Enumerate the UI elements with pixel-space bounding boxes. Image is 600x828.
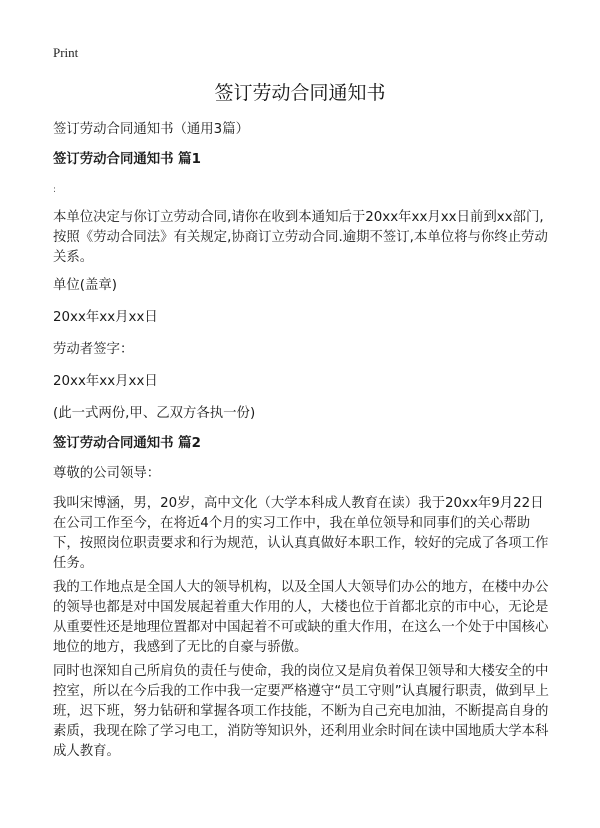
section1-body: 本单位决定与你订立劳动合同,请你在收到本通知后于20xx年xx月xx日前到xx部门,按照《劳动合同法》有关规定,协商订立劳动合同.逾期不签订,本单位将与你终止劳动关系。 [53,210,548,265]
section1-unit: 单位(盖章) [53,278,118,293]
document-title: 签订劳动合同通知书 [214,82,386,104]
section2-paragraph-3: 同时也深知自己所肩负的责任与使命，我的岗位又是肩负着保卫领导和大楼安全的中控室，所以在今后我的工作中我一定要严格遵守“员工守则”认真履行职责，做到早上班，迟下班，努力钻研和掌握各项工作技能，不断为自己充电加油，不断提高自身的素质，我现在除了学习电工，消防等知识外，还利用业余时间在读中国地质大学本科成人教育。 [53,664,549,759]
section2-paragraph-1: 我叫宋博涵，男，20岁，高中文化（大学本科成人教育在读）我于20xx年9月22日在公司工作至今，在将近4个月的实习工作中，我在单位领导和同事们的关心帮助下，按照岗位职责要求和行为规范，认认真真做好本职工作，较好的完成了各项工作任务。 [53,496,549,571]
section1-worker-sign: 劳动者签字： [53,342,134,357]
section2-paragraph-2: 我的工作地点是全国人大的领导机构，以及全国人大领导们办公的地方，在楼中办公的领导也都是对中国发展起着重大作用的人，大楼也位于首都北京的市中心，无论是从重要性还是地理位置都对中国起着不可或缺的重大作用，在这么一个处于中国核心地位的地方，我感到了无比的自豪与骄傲。 [53,580,549,655]
print-link[interactable]: Print [53,45,79,60]
section1-date2: 20xx年xx月xx日 [53,374,158,389]
section2-greeting: 尊敬的公司领导： [53,466,161,481]
document-subtitle: 签订劳动合同通知书（通用3篇） [53,122,249,137]
section1-heading: 签订劳动合同通知书 篇1 [53,152,201,167]
section2-heading: 签订劳动合同通知书 篇2 [53,436,201,451]
section1-dot: : [53,185,57,195]
section1-date1: 20xx年xx月xx日 [53,310,158,325]
section1-note: (此一式两份,甲、乙双方各执一份) [53,406,256,421]
